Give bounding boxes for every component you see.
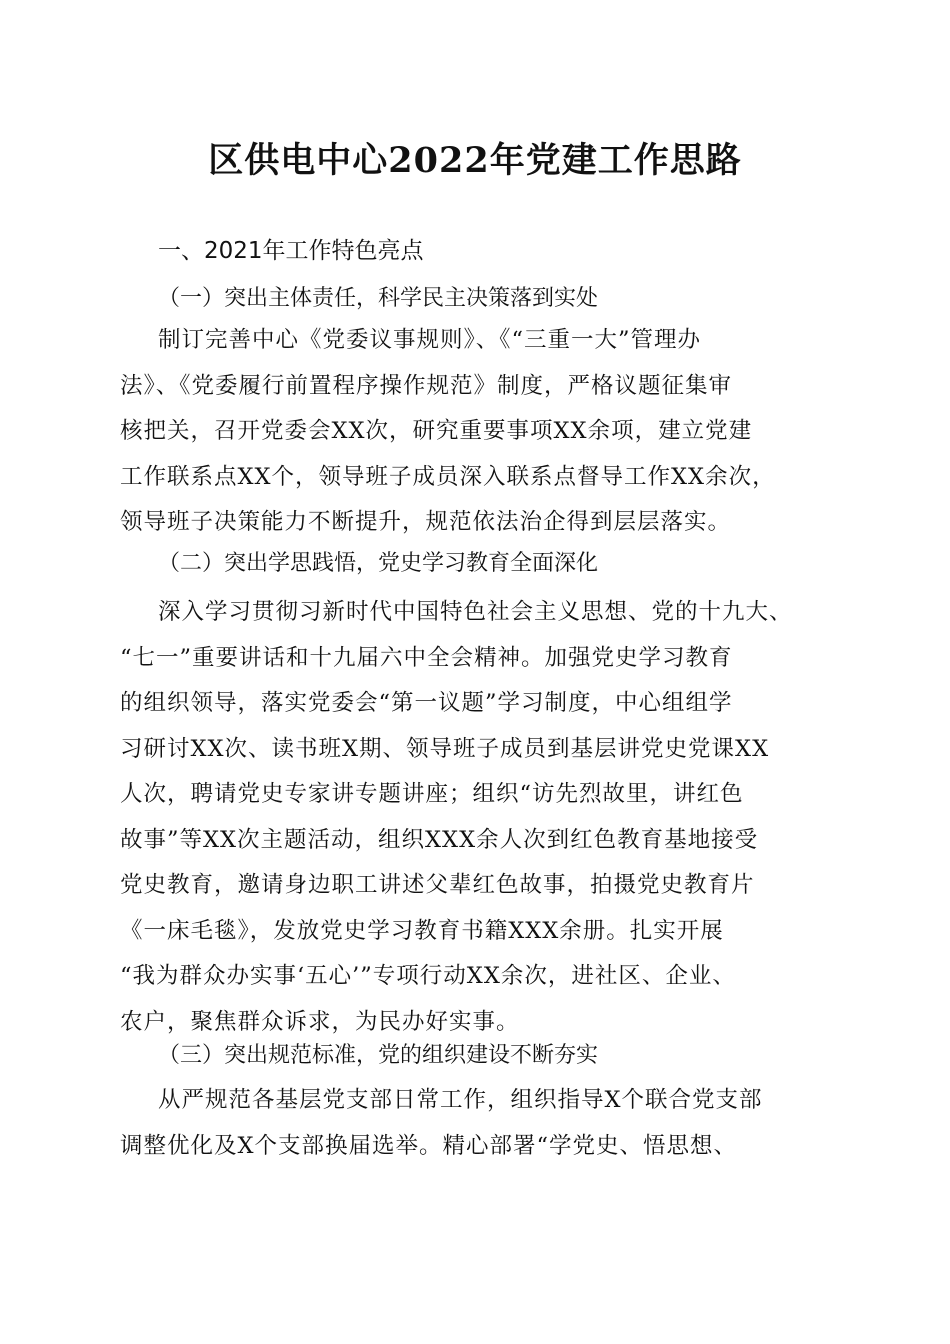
- subsection-heading-2: （二）突出学思践悟，党史学习教育全面深化: [158, 551, 599, 576]
- paragraph-line: 故事”等XX次主题活动，组织XXX余人次到红色教育基地接受: [120, 826, 759, 853]
- section-heading-1: 一、2021年工作特色亮点: [158, 238, 424, 264]
- paragraph-2: [120, 590, 840, 1045]
- paragraph-line: 领导班子决策能力不断提升，规范依法治企得到层层落实。: [120, 509, 732, 535]
- paragraph-line: “七一”重要讲话和十九届六中全会精神。加强党史学习教育: [120, 644, 733, 671]
- paragraph-line: “我为群众办实事‘五心’”专项行动XX余次，进社区、企业、: [120, 963, 736, 989]
- paragraph-line: 党史教育，邀请身边职工讲述父辈红色故事，拍摄党史教育片: [120, 872, 755, 898]
- paragraph-line: 核把关，召开党委会XX次，研究重要事项XX余项，建立党建: [120, 418, 753, 444]
- subsection-heading-1: （一）突出主体责任，科学民主决策落到实处: [158, 286, 599, 311]
- paragraph-line: 从严规范各基层党支部日常工作，组织指导X个联合党支部: [158, 1087, 763, 1113]
- paragraph-3: [120, 1078, 840, 1169]
- paragraph-1: [120, 318, 840, 546]
- paragraph-line: 《一床毛毯》，发放党史学习教育书籍XXX余册。扎实开展: [120, 917, 724, 944]
- paragraph-line: 工作联系点XX个，领导班子成员深入联系点督导工作XX余次，: [120, 463, 776, 490]
- paragraph-line: 习研讨XX次、读书班X期、领导班子成员到基层讲党史党课XX: [120, 735, 770, 762]
- paragraph-line: 深入学习贯彻习新时代中国特色社会主义思想、党的十九大、: [158, 599, 793, 625]
- paragraph-line: 制订完善中心《党委议事规则》、《“三重一大”管理办: [158, 327, 702, 353]
- paragraph-line: 的组织领导，落实党委会“第一议题”学习制度，中心组组学: [120, 690, 733, 716]
- paragraph-line: 调整优化及X个支部换届选举。精心部署“学党史、悟思想、: [120, 1132, 738, 1159]
- document-title: 区供电中心2022年党建工作思路: [208, 140, 742, 181]
- paragraph-line: 农户，聚焦群众诉求，为民办好实事。: [120, 1008, 520, 1035]
- paragraph-line: 法》、《党委履行前置程序操作规范》制度，严格议题征集审: [120, 372, 733, 399]
- subsection-heading-3: （三）突出规范标准，党的组织建设不断夯实: [158, 1043, 599, 1068]
- paragraph-line: 人次，聘请党史专家讲专题讲座；组织“访先烈故里，讲红色: [120, 781, 744, 807]
